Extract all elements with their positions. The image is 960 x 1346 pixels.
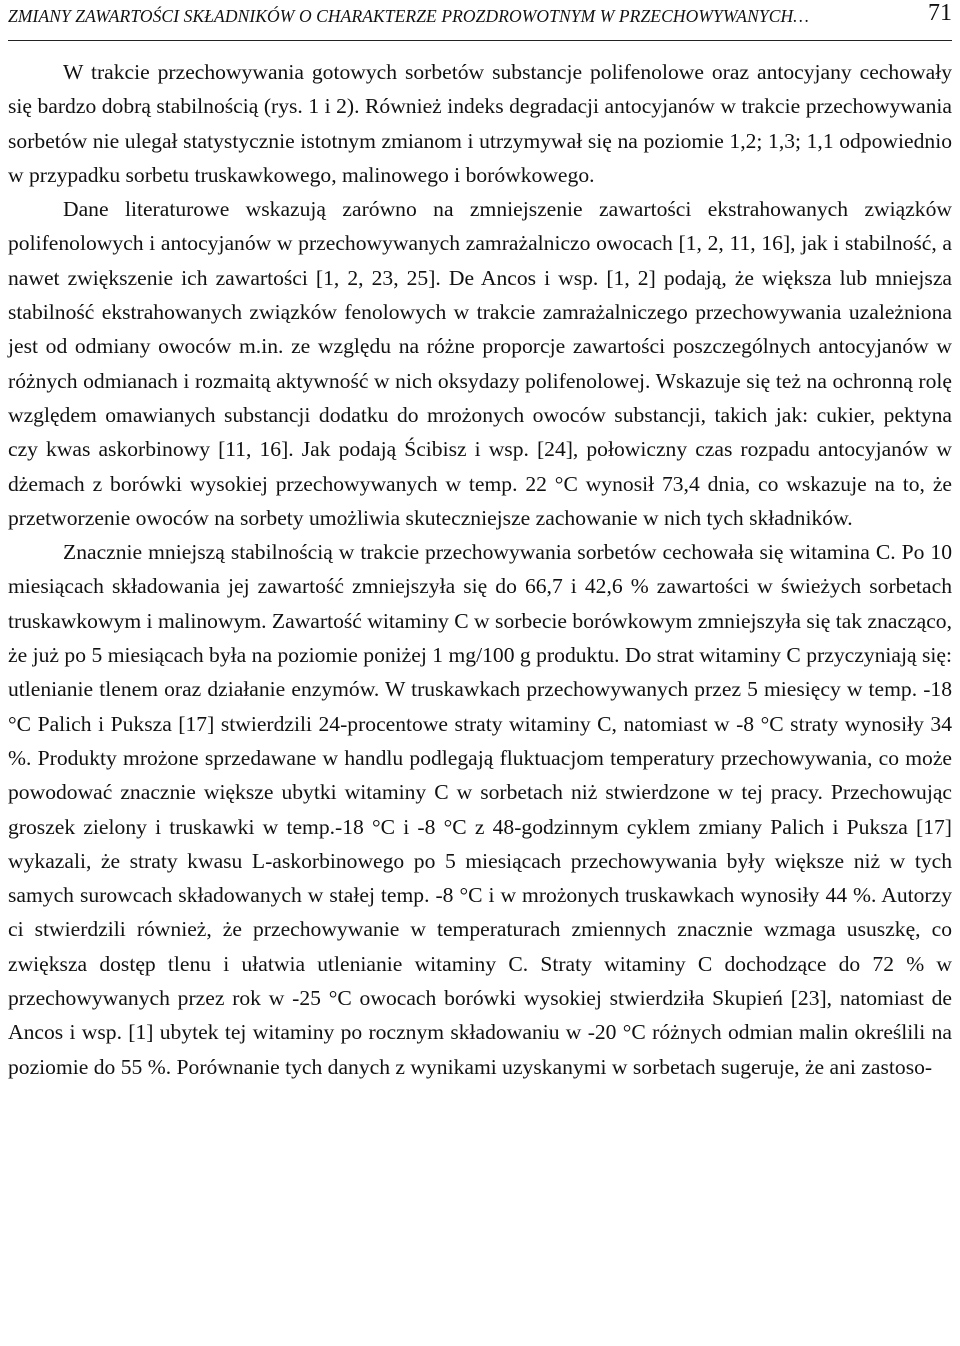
paragraph-literature: Dane literaturowe wskazują zarówno na zmniejszenie zawartości ekstrahowanych związków polifenolowych i antocyjanów w przechowywanych zamrażalniczo owocach [1, 2, 11, 16], jak i stabilność, a nawet zwiększenie ich zawartości [1, 2, 23, 25]. De Ancos i wsp. [1, 2] podają, że większa lub mniejsza stabilność ekstrahowanych związków fenolowych w trakcie zamrażalniczego przechowywania uzależniona jest od odmiany owoców m.in. ze względu na różne proporcje zawartości poszczególnych antocyjanów w różnych odmianach i rozmaitą aktywność w nich oksydazy polifenolowej. Wskazuje się też na ochronną rolę względem omawianych substancji dodatku do mrożonych owoców substancji, takich jak: cukier, pektyna czy kwas askorbinowy [11, 16]. Jak podają Ścibisz i wsp. [24], połowiczny czas rozpadu antocyjanów w dżemach z borówki wysokiej przechowywanych w temp. 22 °C wynosił 73,4 dnia, co wskazuje na to, że przetworzenie owoców na sorbety umożliwia skuteczniejsze zachowanie w nich tych składników. — [8, 197, 952, 530]
paragraph-stability: W trakcie przechowywania gotowych sorbetów substancje polifenolowe oraz antocyjany cechowały się bardzo dobrą stabilnością (rys. 1 i 2). Również indeks degradacji antocyjanów w trakcie przechowywania sorbetów nie ulegał statystycznie istotnym zmianom i utrzymywał się na poziomie 1,2; 1,3; 1,1 odpowiednio w przypadku sorbetu truskawkowego, malinowego i borówkowego. — [8, 60, 952, 187]
running-title: ZMIANY ZAWARTOŚCI SKŁADNIKÓW O CHARAKTERZE PROZDROWOTNYM W PRZECHOWYWANYCH… — [8, 6, 809, 26]
page-number: 71 — [928, 0, 952, 26]
paragraph-vitamin-c: Znacznie mniejszą stabilnością w trakcie przechowywania sorbetów cechowała się witamina C. Po 10 miesiącach składowania jej zawartość zmniejszyła się do 66,7 i 42,6 % zawartości w świeżych sorbetach truskawkowym i malinowym. Zawartość witaminy C w sorbecie borówkowym zmniejszyła się tak znacząco, że już po 5 miesiącach była na poziomie poniżej 1 mg/100 g produktu. Do strat witaminy C przyczyniają się: utlenianie tlenem oraz działanie enzymów. W truskawkach przechowywanych przez 5 miesięcy w temp. -18 °C Palich i Puksza [17] stwierdzili 24-procentowe straty witaminy C, natomiast w -8 °C straty wynosiły 34 %. Produkty mrożone sprzedawane w handlu podlegają fluktuacjom temperatury przechowywania, co może powodować znacznie większe ubytki witaminy C w sorbetach niż stwierdzone w tej pracy. Przechowując groszek zielony i truskawki w temp.-18 °C i -8 °C z 48-godzinnym cyklem zmiany Palich i Puksza [17] wykazali, że straty kwasu L-askorbinowego po 5 miesiącach przechowywania były większe niż w tych samych surowcach składowanych w stałej temp. -8 °C i w mrożonych truskawkach wynosiły 44 %. Autorzy ci stwierdzili również, że przechowywanie w temperaturach zmiennych znacznie wzmaga ususzkę, co zwiększa dostęp tlenu i ułatwia utlenianie witaminy C. Straty witaminy C dochodzące do 72 % w przechowywanych przez rok w -25 °C owocach borówki wysokiej stwierdziła Skupień [23], natomiast de Ancos i wsp. [1] ubytek tej witaminy po rocznym składowaniu w -20 °C różnych odmian malin określili na poziomie do 55 %. Porównanie tych danych z wynikami uzyskanymi w sorbetach sugeruje, że ani zastoso- — [8, 540, 952, 1079]
body-text — [8, 55, 952, 1084]
running-header — [8, 0, 952, 41]
document-page — [8, 0, 952, 1346]
